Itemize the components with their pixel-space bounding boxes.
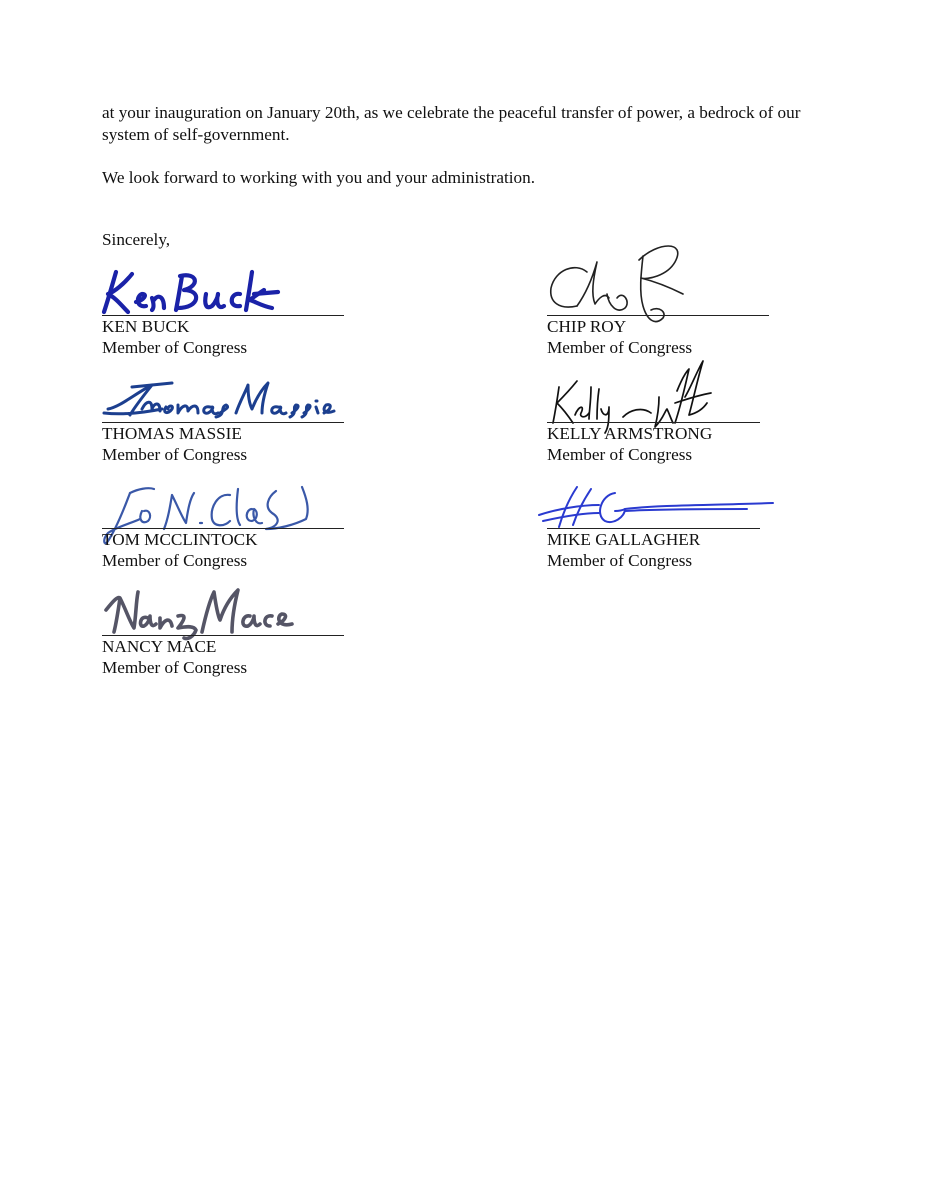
signatory-title: Member of Congress xyxy=(102,658,248,677)
body-paragraph-closing-remark: We look forward to working with you and your administration. xyxy=(102,168,536,187)
signatory-name: TOM MCCLINTOCK xyxy=(102,530,258,549)
signatory-title: Member of Congress xyxy=(102,445,248,464)
signatory-name: NANCY MACE xyxy=(102,637,217,656)
signature-ken-buck xyxy=(102,264,282,318)
signature-block-ken-buck xyxy=(102,250,362,360)
signatory-name: KEN BUCK xyxy=(102,317,190,336)
body-paragraph-inauguration: at your inauguration on January 20th, as we celebrate the peaceful transfer of power, a bedrock of our system of self-government. xyxy=(102,103,801,144)
signature-chip-roy xyxy=(547,232,697,328)
signatory-title: Member of Congress xyxy=(547,551,693,570)
signatory-name: CHIP ROY xyxy=(547,317,627,336)
signatory-title: Member of Congress xyxy=(547,445,693,464)
signatory-title: Member of Congress xyxy=(102,338,248,357)
signatory-title: Member of Congress xyxy=(547,338,693,357)
signature-thomas-massie xyxy=(102,379,334,423)
signature-block-nancy-mace xyxy=(102,570,362,680)
signature-block-tom-mcclintock xyxy=(102,463,362,573)
signature-block-kelly-armstrong xyxy=(547,357,807,467)
signature-block-mike-gallagher xyxy=(547,463,807,573)
signatory-title: Member of Congress xyxy=(102,551,248,570)
signature-block-chip-roy xyxy=(547,250,807,360)
signature-block-thomas-massie xyxy=(102,357,362,467)
signatory-name: MIKE GALLAGHER xyxy=(547,530,701,549)
signatory-name: THOMAS MASSIE xyxy=(102,424,242,443)
signature-mike-gallagher xyxy=(537,483,777,531)
closing-salutation: Sincerely, xyxy=(102,230,171,249)
signatory-name: KELLY ARMSTRONG xyxy=(547,424,713,443)
